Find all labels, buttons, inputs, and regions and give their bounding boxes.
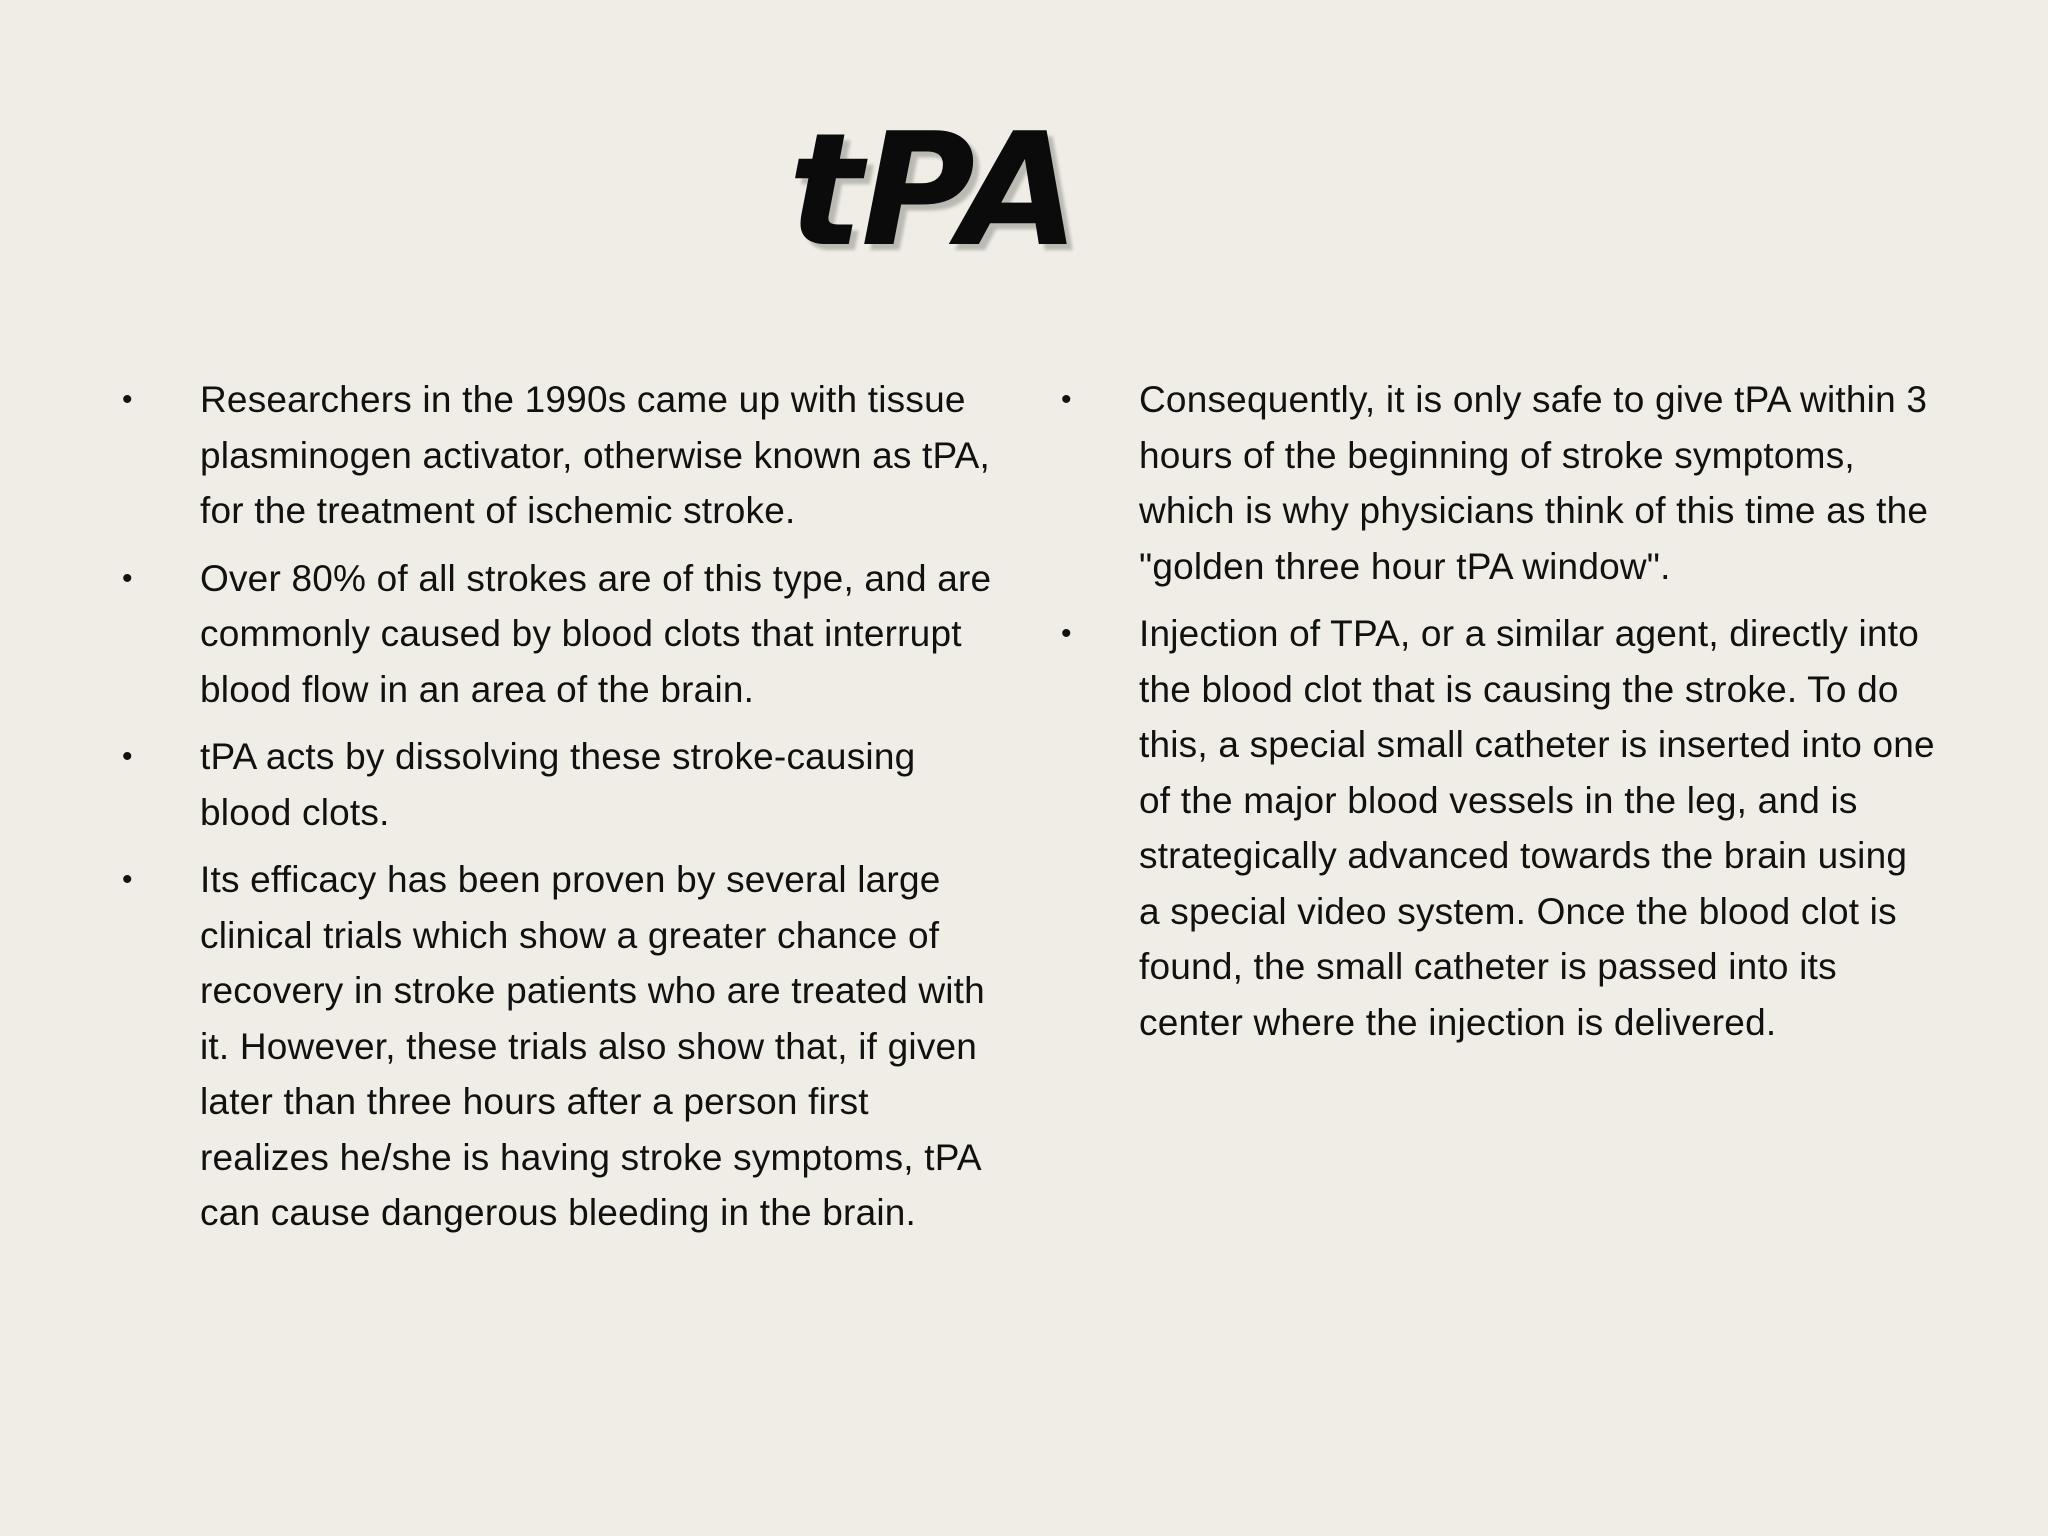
bullet-item	[118, 729, 998, 840]
bullet-item	[1057, 606, 1937, 1050]
bullet-item	[118, 551, 998, 718]
bullet-icon: •	[122, 383, 133, 416]
left-bullet-list	[118, 372, 998, 1253]
bullet-icon: •	[1061, 383, 1072, 416]
bullet-text: Injection of TPA, or a similar agent, directly into the blood clot that is causing the stroke. To do this, a special small catheter is inserted into one of the major blood vessels in the leg, and is strategically advanced towards the brain using a special video system. Once the blood clot is found, the small catheter is passed into its center where the injection is delivered.	[1139, 613, 1935, 1043]
bullet-item	[1057, 372, 1937, 594]
bullet-text: Its efficacy has been proven by several large clinical trials which show a greater chance of recovery in stroke patients who are treated with it. However, these trials also show that, if given later than three hours after a person first realizes he/she is having stroke symptoms, tPA can cause dangerous bleeding in the brain.	[200, 859, 985, 1233]
bullet-item	[118, 852, 998, 1241]
bullet-icon: •	[122, 863, 133, 896]
bullet-icon: •	[1061, 617, 1072, 650]
bullet-icon: •	[122, 740, 133, 773]
bullet-text: tPA acts by dissolving these stroke-causing blood clots.	[200, 736, 916, 833]
right-bullet-list	[1057, 372, 1937, 1062]
bullet-text: Over 80% of all strokes are of this type, and are commonly caused by blood clots that interrupt blood flow in an area of the brain.	[200, 557, 992, 710]
bullet-text: Researchers in the 1990s came up with tissue plasminogen activator, otherwise known as tPA, for the treatment of ischemic stroke.	[200, 379, 991, 531]
slide-title: tPA	[788, 99, 1078, 281]
bullet-text: Consequently, it is only safe to give tPA within 3 hours of the beginning of stroke symptoms, which is why physicians think of this time as the "golden three hour tPA window".	[1139, 379, 1929, 587]
bullet-item	[118, 372, 998, 539]
bullet-icon: •	[122, 561, 133, 595]
